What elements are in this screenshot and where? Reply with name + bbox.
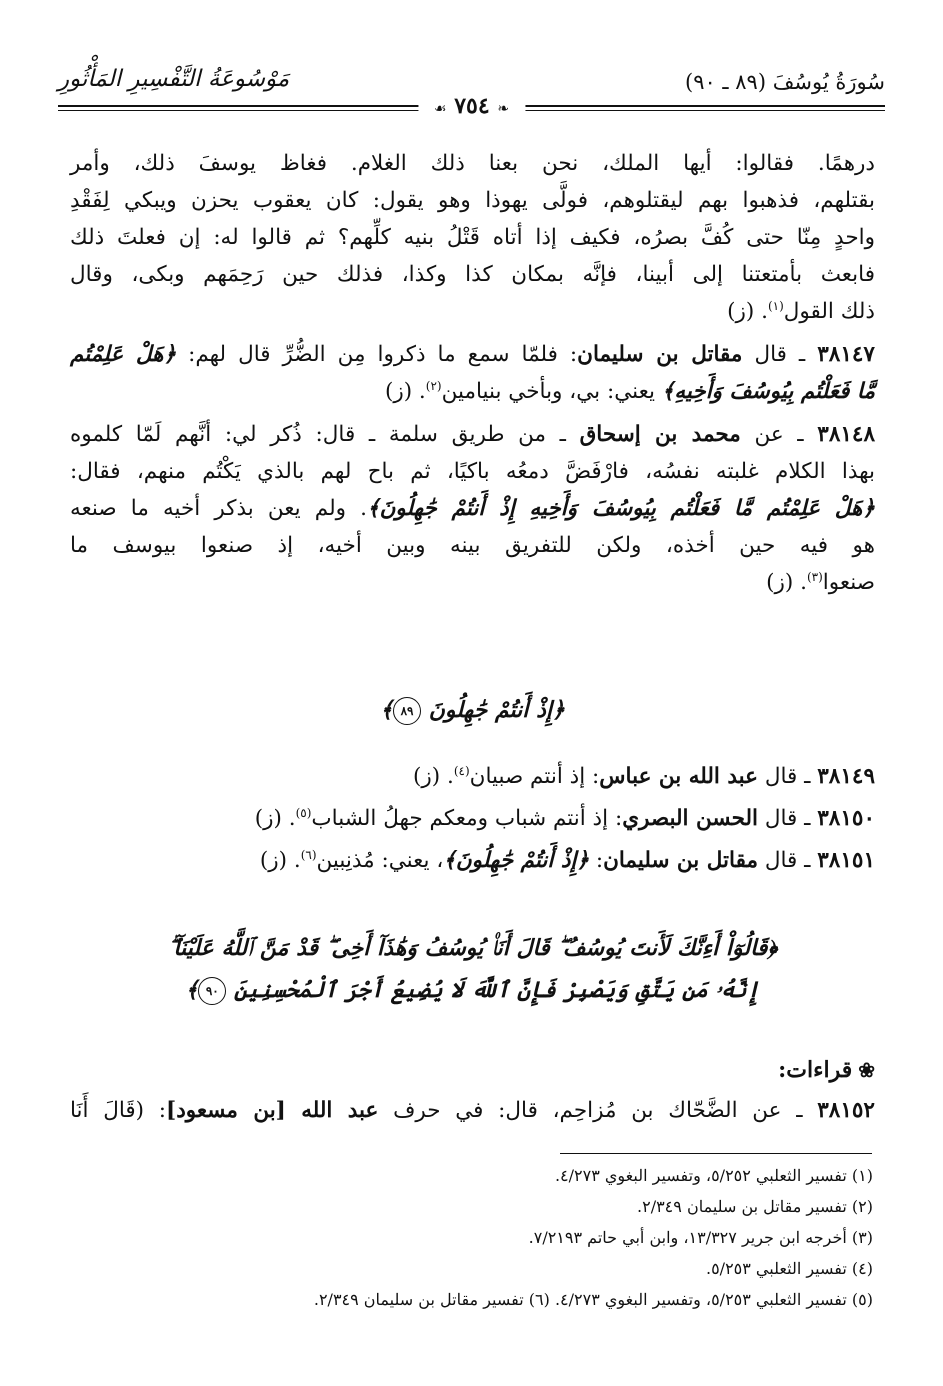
athar-38148 [70,416,875,601]
narrator-name: مقاتل بن سليمان [603,848,758,873]
athar-number: ٣٨١٥٢ [817,1098,875,1123]
verse-bracket: ﴾ [380,697,394,723]
verse-90-line-1 [70,928,875,968]
footnote-ref: (٦) [300,848,317,862]
footnote: (٥) تفسير الثعلبي ٥/٢٥٣، وتفسير البغوي ٤/٢٧٣. (٦) تفسير مقاتل بن سليمان ٢/٣٤٩. [313,1290,873,1309]
verse-bracket: ﴾ [185,977,199,1003]
text-span: : إذ أنتم صبيان [469,764,600,789]
text-line: بقتلهم، فذهبوا بهم ليقتلوهم، فولَّى يهوذا وهو يقول: كان يعقوب يحزن ويبكي لِفَقْدِ [70,188,875,213]
verse-89 [70,690,875,730]
text-span: ذلك القول [783,299,875,324]
athar-number: ٣٨١٥١ [817,848,875,873]
main-text [70,145,875,607]
footnote-ref: (٥) [295,806,312,820]
athar-number: ٣٨١٤٩ [817,764,875,789]
qiraat-section [70,1052,875,1129]
athar-number: ٣٨١٤٧ [817,342,875,367]
text-line: درهمًا. فقالوا: أيها الملك، نحن بعنا ذلك الغلام. فغاظ يوسفَ ذلك، وأمر [70,151,875,176]
text-span: . (ز) [766,570,807,595]
text-span: . (ز) [384,379,426,404]
text-line: واحدٍ مِنّا حتى كُفَّ بصرُه، فكيف إذا أتاه قَتْلُ بنيه كلِّهم؟ ثم قالوا له: إن فعلتَ ذلك [70,225,875,250]
verse-90-line-2 [70,970,875,1010]
verse-text: إِنَّهُۥ مَن يَتَّقِ وَيَصْبِرْ فَإِنَّ ٱللَّهَ لَا يُضِيعُ أَجْرَ ٱلْمُحْسِنِينَ [233,977,760,1003]
athar-38147 [70,336,875,410]
footnote: (٣) أخرجه ابن جرير ١٣/٣٢٧، وابن أبي حاتم ٧/٢١٩٣. [528,1228,873,1247]
footnote-ref: (١) [767,299,784,313]
text-line: هو فيه حين أخذه، ولكن للتفريق بينه وبين أخيه، إذ صنعوا بيوسف ما [70,533,875,558]
text-line [70,336,875,373]
text-span: ، يعني: مُذنِبين [316,848,444,873]
text-span: ـ قال [757,764,818,789]
quran-quote: ﴿إِذْ أَنتُمْ جَٰهِلُونَ﴾ [443,848,589,873]
athar-38151 [70,842,875,879]
athar-38150 [70,800,875,837]
text-span: ـ عن [740,422,818,447]
narrator-name: محمد بن إسحاق [579,422,741,447]
text-line: بهذا الكلام غلبته نفسُه، فارْفَضَّ دمعُه باكيًا، ثم باح لهم بالذي يَكْتُم منهم، فقال: [70,459,875,484]
text-span: : إذ أنتم شباب ومعكم جهلُ الشباب [311,806,623,831]
verse-text: ﴿إِذْ أَنتُمْ جَٰهِلُونَ [428,697,565,723]
athar-38149 [70,758,875,795]
athar-group-89 [70,758,875,879]
text-span: : (قَالَ أَنَا [70,1098,167,1123]
text-span: . ولم يعن بذكر أخيه ما صنعه [70,496,368,521]
text-line [70,416,875,453]
flower-icon: ❀ [858,1058,875,1082]
text-span: ـ قال [757,848,818,873]
narrator-name: الحسن البصري [622,806,758,831]
text-span: . (ز) [727,299,768,324]
text-span: صنعوا [822,570,875,595]
ayah-number-icon: ٩٠ [198,977,226,1005]
ayah-number-icon: ٨٩ [393,697,421,725]
footnote: (١) تفسير الثعلبي ٥/٢٥٢، وتفسير البغوي ٤/٢٧٣. [554,1166,873,1185]
quran-quote: ﴿هَلْ عَلِمْتُم مَّا فَعَلْتُم بِيُوسُفَ وَأَخِيهِ إِذْ أَنتُمْ جَٰهِلُونَ﴾ [367,496,875,521]
section-heading [70,1052,875,1088]
text-span: يعني: بي، وبأخي بنيامين [441,379,662,404]
heading-text: قراءات: [778,1057,853,1083]
narrator-name: مقاتل بن سليمان [577,342,743,367]
footnote-ref: (٤) [453,764,470,778]
book-title: مَوْسُوعَةُ التَّفْسِيرِ المَأْثُورِ [58,66,290,92]
ornament-icon: ❧ [497,101,510,117]
footnote-ref: (٣) [806,570,823,584]
text-span: ـ عن الضَّحّاك بن مُزاحِم، قال: في حرف [378,1098,818,1123]
page-number [418,93,525,119]
text-span: ـ من طريق سلمة ـ قال: ذُكر لي: أنَّهم لَمّا كلموه [70,422,580,447]
page-number-text: ٧٥٤ [454,93,490,119]
text-span: . (ز) [254,806,296,831]
quran-quote: ﴿هَلْ عَلِمْتُم [70,342,177,367]
text-span: : [588,848,604,873]
footnote-ref: (٢) [425,379,442,393]
text-line [70,293,875,330]
paragraph-continued [70,145,875,330]
text-span: ـ قال [742,342,818,367]
athar-number: ٣٨١٥٠ [817,806,875,831]
text-span: . (ز) [259,848,301,873]
narrator-name-bracket: [بن مسعود] [166,1098,302,1123]
surah-title: سُورَةُ يُوسُفَ (٨٩ ـ ٩٠) [684,70,885,94]
narrator-name: عبد الله بن عباس [599,764,758,789]
text-line: فابعث بأمتعتنا إلى أبينا، فإنَّه بمكان كذا وكذا، فذلك حين رَحِمَهم وبكى، وقال [70,262,875,287]
text-line [70,373,875,410]
ornament-icon: ☙ [433,101,447,117]
page-header [58,60,885,130]
verse-text: ﴿قَالُوٓاْ أَءِنَّكَ لَأَنتَ يُوسُفُ ۖ قَالَ أَنَا۠ يُوسُفُ وَهَٰذَآ أَخِى ۖ قَدْ مَنَّ ٱللَّهُ عَلَيْنَآ ۖ [167,935,778,961]
text-line [70,490,875,527]
footnotes [90,1160,873,1315]
text-line [70,564,875,601]
footnote: (٢) تفسير مقاتل بن سليمان ٢/٣٤٩. [637,1197,873,1216]
text-span: . (ز) [413,764,454,789]
footnote: (٤) تفسير الثعلبي ٥/٢٥٣. [705,1259,873,1278]
quran-quote: مَّا فَعَلْتُم بِيُوسُفَ وَأَخِيهِ﴾ [661,379,875,404]
text-span: ـ قال [757,806,818,831]
footnote-rule [560,1153,872,1154]
text-span: : فلمّا سمع ما ذكروا مِن الضُّرِّ قال لهم: [176,342,578,367]
athar-38152 [70,1092,875,1129]
athar-number: ٣٨١٤٨ [817,422,876,447]
narrator-name: عبد الله [301,1098,379,1123]
